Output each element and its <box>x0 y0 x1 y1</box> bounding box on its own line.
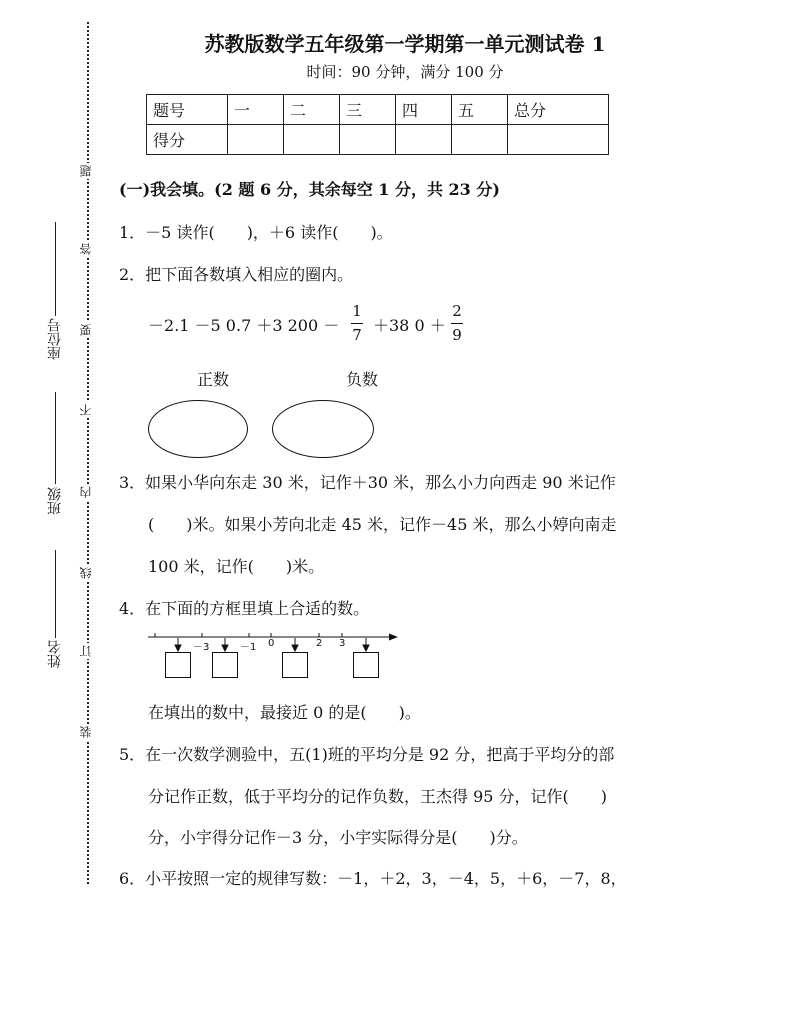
name-label: 姓名 <box>47 640 63 668</box>
answer-box[interactable] <box>165 652 191 678</box>
section-heading: (一)我会填。(2 题 6 分，其余每空 1 分，共 23 分) <box>119 180 500 199</box>
exam-time-info: 时间：90 分钟，满分 100 分 <box>306 63 504 81</box>
score-table <box>146 94 609 155</box>
positive-numbers-circle[interactable] <box>148 400 248 458</box>
question-3-line-2: ( )米。如果小芳向北走 45 米，记作－45 米，那么小婷向南走 <box>148 515 617 534</box>
binding-dotted-line <box>87 22 89 884</box>
score-input-cell[interactable] <box>228 125 284 155</box>
score-table-cell: 五 <box>452 95 508 125</box>
score-table-cell: 题号 <box>147 95 228 125</box>
question-5-line-1: 5．在一次数学测验中，五(1)班的平均分是 92 分，把高于平均分的部 <box>119 745 615 764</box>
class-label: 班级 <box>47 487 63 515</box>
binding-char: 答 <box>79 243 93 255</box>
question-2-numbers-part1: －2.1 －5 0.7 ＋3 200 － <box>148 316 340 335</box>
question-2-numbers-part2: ＋38 0 ＋ <box>373 316 446 335</box>
question-5-line-2: 分记作正数，低于平均分的记作负数，王杰得 95 分，记作( ) <box>148 787 608 806</box>
number-line-tick-label: 2 <box>316 638 323 649</box>
answer-box[interactable] <box>282 652 308 678</box>
question-1: 1．－5 读作( )，＋6 读作( )。 <box>119 223 393 242</box>
number-line-arrowhead <box>389 634 398 641</box>
score-table-header-row <box>147 95 609 125</box>
question-3-line-1: 3．如果小华向东走 30 米，记作＋30 米，那么小力向西走 90 米记作 <box>119 473 616 492</box>
fraction-denominator: 9 <box>452 326 462 344</box>
score-input-cell[interactable] <box>284 125 340 155</box>
score-table-cell: 二 <box>284 95 340 125</box>
score-table-cell: 四 <box>396 95 452 125</box>
negative-numbers-label: 负数 <box>346 370 379 389</box>
question-3-line-3: 100 米，记作( )米。 <box>148 557 325 576</box>
fraction-bar <box>351 323 363 324</box>
score-input-cell[interactable] <box>452 125 508 155</box>
binding-char: 要 <box>79 324 93 336</box>
class-blank <box>55 392 56 484</box>
binding-char: 订 <box>79 645 93 657</box>
question-4: 4．在下面的方框里填上合适的数。 <box>119 599 370 618</box>
fraction-numerator: 2 <box>452 302 462 320</box>
question-6: 6．小平按照一定的规律写数：－1，＋2，3，－4，5，＋6，－7，8， <box>119 869 627 888</box>
fraction-denominator: 7 <box>352 326 362 344</box>
number-line-tick-label: －1 <box>240 642 257 653</box>
score-table-cell: 三 <box>340 95 396 125</box>
name-blank <box>55 550 56 638</box>
score-input-cell[interactable] <box>508 125 609 155</box>
score-table-score-row <box>147 125 609 155</box>
seat-number-blank <box>55 222 56 316</box>
answer-box[interactable] <box>212 652 238 678</box>
binding-char: 线 <box>79 567 93 579</box>
number-line-tick-label: 3 <box>339 638 346 649</box>
score-input-cell[interactable] <box>396 125 452 155</box>
page-title: 苏教版数学五年级第一学期第一单元测试卷 1 <box>204 32 606 56</box>
seat-number-label: 座位号 <box>47 318 63 360</box>
question-2: 2．把下面各数填入相应的圈内。 <box>119 265 354 284</box>
question-5-line-3: 分，小宇得分记作－3 分，小宇实际得分是( )分。 <box>148 828 528 847</box>
fraction-bar <box>451 323 463 324</box>
negative-numbers-circle[interactable] <box>272 400 374 458</box>
score-table-cell: 得分 <box>147 125 228 155</box>
binding-char: 题 <box>79 165 93 177</box>
fraction-numerator: 1 <box>352 302 362 320</box>
binding-char: 装 <box>79 726 93 738</box>
number-line-tick-label: －3 <box>193 642 210 653</box>
score-table-cell: 总分 <box>508 95 609 125</box>
answer-box[interactable] <box>353 652 379 678</box>
binding-char: 内 <box>79 486 93 498</box>
score-input-cell[interactable] <box>340 125 396 155</box>
score-table-cell: 一 <box>228 95 284 125</box>
number-line-tick-label: 0 <box>268 638 275 649</box>
binding-char: 不 <box>79 404 93 416</box>
question-4-answer-prompt: 在填出的数中，最接近 0 的是( )。 <box>148 703 421 722</box>
positive-numbers-label: 正数 <box>197 370 230 389</box>
